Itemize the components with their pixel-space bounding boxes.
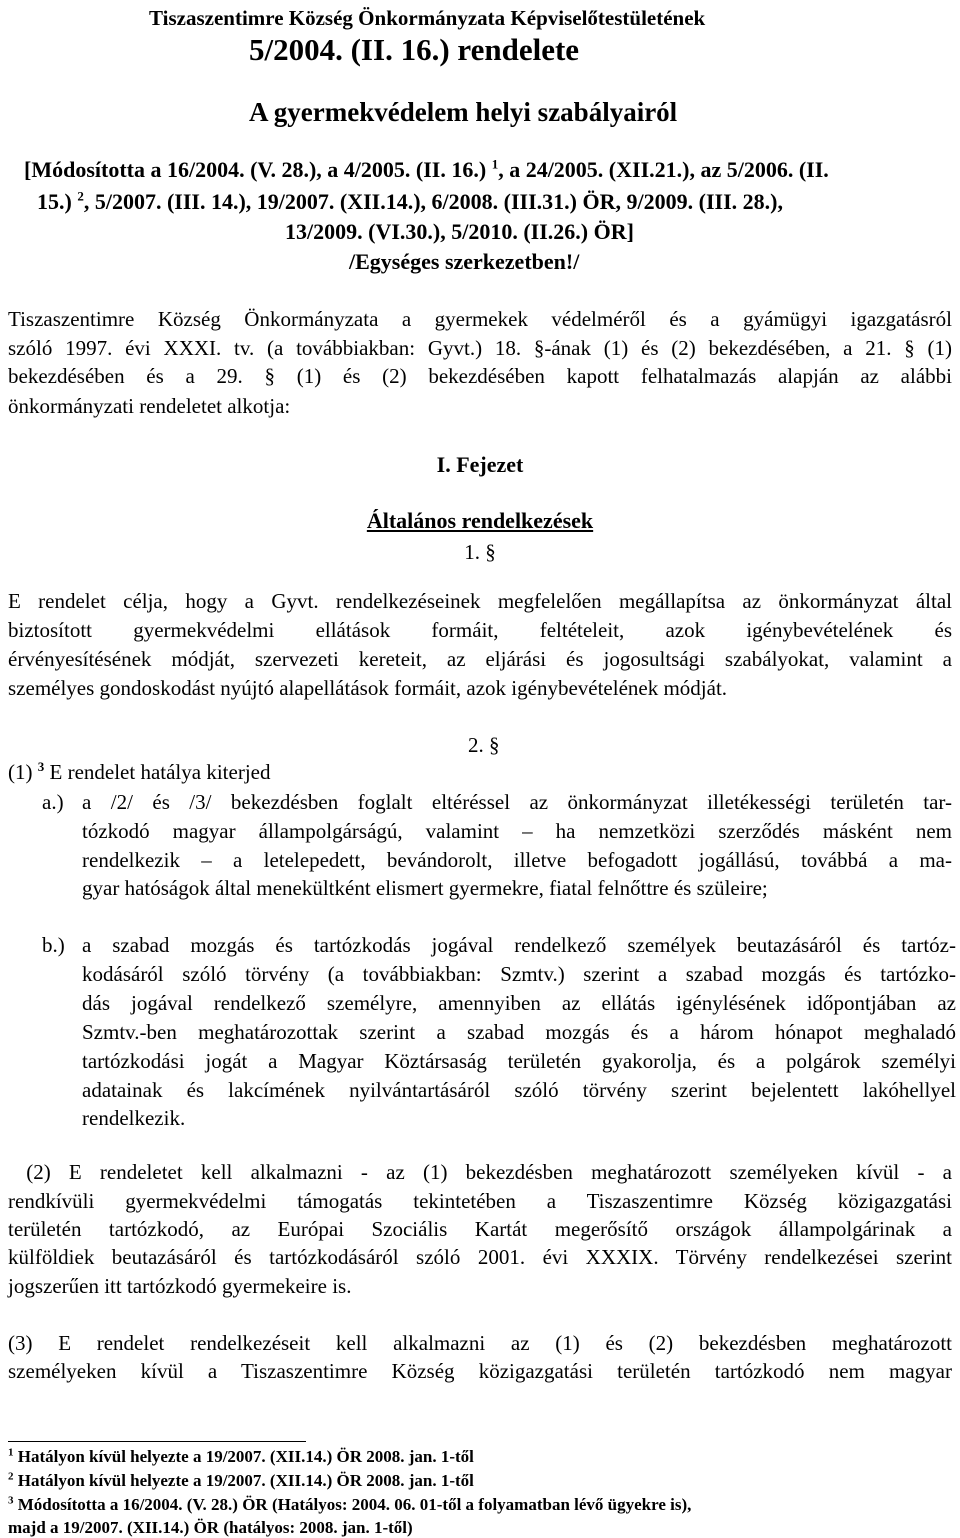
section-1-line: biztosított gyermekvédelmi ellátások formáit, feltételeit, azok igénybevételének és xyxy=(8,618,952,642)
para-2-line: (2) E rendeletet kell alkalmazni - az (1) bekezdésben meghatározott személyeken kívül - a xyxy=(8,1160,952,1184)
chapter-number: I. Fejezet xyxy=(436,452,524,477)
para-2-line: jogszerűen itt tartózkodó gyermekeire is. xyxy=(8,1274,352,1298)
item-a-line: rendelkezik – a letelepedett, bevándorolt, illetve befogadott jogállású, továbbá a ma- xyxy=(82,848,952,872)
amendments-line-3: 13/2009. (VI.30.), 5/2010. (II.26.) ÖR] xyxy=(285,219,634,244)
regulation-number: 5/2004. (II. 16.) rendelete xyxy=(249,32,580,67)
section-1-heading: 1. § xyxy=(464,540,496,564)
item-b-line: adatainak és lakcímének nyilvántartásáról szóló törvény szerint bejelentett lakóhellyel xyxy=(82,1078,956,1102)
para-2-line: területén tartózkodó, az Európai Szociális Kartát megerősítő országok állampolgárinak a xyxy=(8,1217,952,1241)
item-a-line: tózkodó magyar állampolgárságú, valamint – ha nemzetközi szerződés másként nem xyxy=(82,819,952,843)
item-b-label: b.) xyxy=(42,933,65,957)
item-b-line: Szmtv.-ben meghatározottak szerint a szabad mozgás és a három hónapot meghaladó xyxy=(82,1020,956,1044)
section-2-heading: 2. § xyxy=(468,733,500,757)
para-3-line: személyeken kívül a Tiszaszentimre Község közigazgatási területén tartózkodó nem magyar xyxy=(8,1359,952,1383)
preamble-line: Tiszaszentimre Község Önkormányzata a gyermekek védelméről és a gyámügyi igazgatásról xyxy=(8,307,952,331)
amendments-line-2: 15.) $^2$, 5/2007. (III. 14.), 19/2007. (XII.14.), 6/2008. (III.31.) ÖR, 9/2009. (III. 28.), xyxy=(37,188,783,214)
section-2-para-1-intro: (1) $^3$ E rendelet hatálya kiterjed xyxy=(8,759,271,784)
preamble-line: bekezdésében és a 29. § (1) és (2) bekezdésében kapott felhatalmazás alapján az alábbi xyxy=(8,364,952,388)
para-3-line: (3) E rendelet rendelkezéseit kell alkalmazni az (1) és (2) bekezdésben meghatározott xyxy=(8,1331,952,1355)
item-b-line: tartózkodási jogát a Magyar Köztársaság területén gyakorolja, és a polgárok személyi xyxy=(82,1049,956,1073)
issuer-line: Tiszaszentimre Község Önkormányzata Képviselőtestületének xyxy=(149,6,706,30)
item-b-line: a szabad mozgás és tartózkodás jogával rendelkező személyek beutazásáról és tartóz- xyxy=(82,933,956,957)
para-2-line: külföldiek beutazásáról és tartózkodásáról szóló 2001. évi XXXIX. Törvény rendelkezései szerint xyxy=(8,1245,952,1269)
para-2-line: rendkívüli gyermekvédelmi támogatás tekintetében a Tiszaszentimre Község közigazgatási xyxy=(8,1189,952,1213)
preamble-line: szóló 1997. évi XXXI. tv. (a továbbiakban: Gyvt.) 18. §-ának (1) és (2) bekezdésében, a 21. § (1) xyxy=(8,336,952,360)
footnote-separator xyxy=(8,1441,306,1442)
item-b-line: kodásáról szóló törvény (a továbbiakban: Szmtv.) szerint a szabad mozgás és tartózko- xyxy=(82,962,956,986)
item-a-line: a /2/ és /3/ bekezdésben foglalt eltéréssel az önkormányzat illetékességi területén tar- xyxy=(82,790,952,814)
item-a-line: gyar hatóságok által menekültként elismert gyermekre, fiatal felnőttre és szüleire; xyxy=(82,876,768,900)
section-1-line: érvényesítésének módját, szervezeti kereteit, az eljárási és jogosultsági szabályokat, valamint a xyxy=(8,647,952,671)
chapter-title: Általános rendelkezések xyxy=(366,508,594,533)
footnote-2: $^2$ Hatályon kívül helyezte a 19/2007. (XII.14.) ÖR 2008. jan. 1-től xyxy=(8,1470,474,1490)
item-a-label: a.) xyxy=(42,790,64,814)
regulation-title: A gyermekvédelem helyi szabályairól xyxy=(249,97,678,127)
item-b-line: rendelkezik. xyxy=(82,1106,186,1130)
section-1-line: E rendelet célja, hogy a Gyvt. rendelkezéseinek megfelelően megállapítsa az önkormányzat által xyxy=(8,589,952,613)
footnote-1: $^1$ Hatályon kívül helyezte a 19/2007. (XII.14.) ÖR 2008. jan. 1-től xyxy=(8,1446,474,1466)
section-1-line: személyes gondoskodást nyújtó alapellátások formáit, azok igénybevételének módját. xyxy=(8,676,728,700)
amendments-line-1: [Módosította a 16/2004. (V. 28.), a 4/2005. (II. 16.) $^1$, a 24/2005. (XII.21.), az 5/2006. (II. xyxy=(24,156,829,182)
footnote-3: $^3$ Módosította a 16/2004. (V. 28.) ÖR (Hatályos: 2004. 06. 01-től a folyamatban lévő ügyekre is), xyxy=(8,1494,692,1514)
consolidated-note: /Egységes szerkezetben!/ xyxy=(349,249,580,274)
footnote-3-continuation: majd a 19/2007. (XII.14.) ÖR (hatályos: 2008. jan. 1-től) xyxy=(8,1518,413,1537)
preamble-line: önkormányzati rendeletet alkotja: xyxy=(8,394,291,418)
item-b-line: dás jogával rendelkező személyre, amennyiben az ellátás igénylésének időpontjában az xyxy=(82,991,956,1015)
